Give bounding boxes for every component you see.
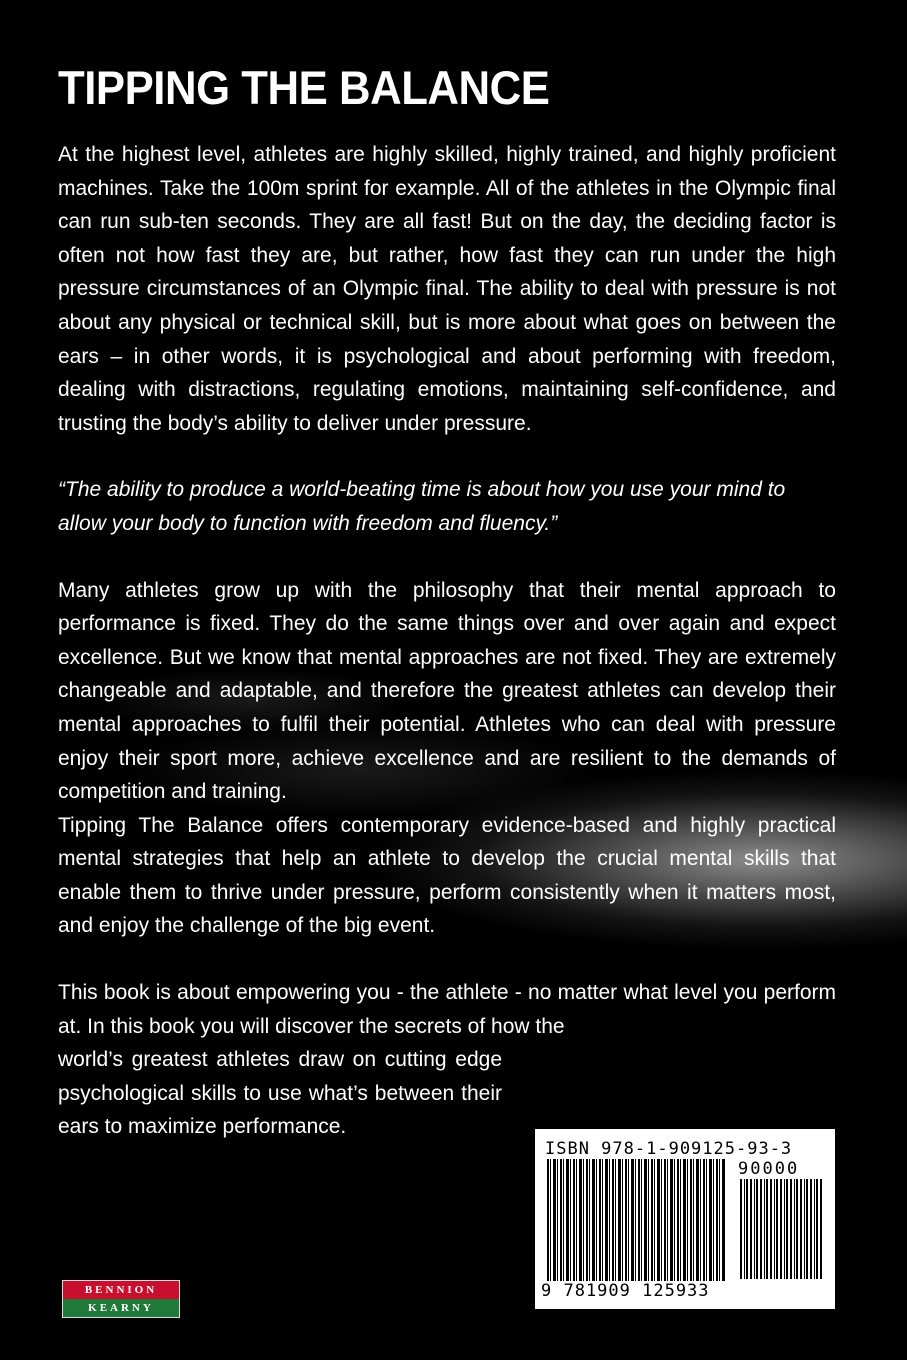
isbn-barcode	[535, 1129, 835, 1309]
barcode-bars-icon	[547, 1159, 725, 1281]
ean-digits: 9 781909 125933	[541, 1281, 710, 1301]
price-code: 90000	[738, 1159, 800, 1179]
addon-barcode-bars-icon	[740, 1179, 824, 1279]
publisher-name-line2: KEARNY	[63, 1299, 179, 1317]
intro-paragraph: At the highest level, athletes are highly skilled, highly trained, and highly proficient machines. Take the 100m sprint for example. All of the athletes in the Olympic final can run sub-ten seconds. They are all fast! But on the day, the deciding factor is often not how fast they are, but rather, how fast they can run under the high pressure circumstances of an Olympic final. The ability to deal with pressure is not about any physical or technical skill, but is more about what goes on between the ears – in other words, it is psychological and about performing with freedom, dealing with distractions, regulating emotions, maintaining self-confidence, and trusting the body’s ability to deliver under pressure.	[58, 143, 836, 435]
mental-approach-paragraph: Many athletes grow up with the philosophy that their mental approach to performance is fixed. They do the same things over and over again and expect excellence. But we know that mental approaches are not fixed. They are extremely changeable and adaptable, and therefore the greatest athletes can develop their mental approaches to fulfil their potential. Athletes who can deal with pressure enjoy their sport more, achieve excellence and are resilient to the demands of competition and training.	[58, 578, 836, 804]
back-cover-text	[58, 60, 836, 1144]
book-offer-paragraph: Tipping The Balance offers contemporary evidence-based and highly practical mental strategies that help an athlete to develop the crucial mental skills that enable them to thrive under pressure, perform consistently when it matters most, and enjoy the challenge of the big event.	[58, 813, 836, 938]
book-title: TIPPING THE BALANCE	[58, 61, 550, 114]
pull-quote: “The ability to produce a world-beating time is about how you use your mind to allow your body to function with freedom and fluency.”	[58, 478, 786, 535]
isbn-label: ISBN 978-1-909125-93-3	[545, 1139, 793, 1159]
publisher-logo	[62, 1280, 180, 1318]
empowerment-paragraph-continued: world’s greatest athletes draw on cutting edge psychological skills to use what’s between their ears to maximize performance.	[58, 1048, 502, 1139]
empowerment-paragraph: This book is about empowering you - the athlete - no matter what level you perform at. In this book you will discover the secrets of how the	[58, 981, 836, 1038]
publisher-name-line1: BENNION	[63, 1281, 179, 1299]
